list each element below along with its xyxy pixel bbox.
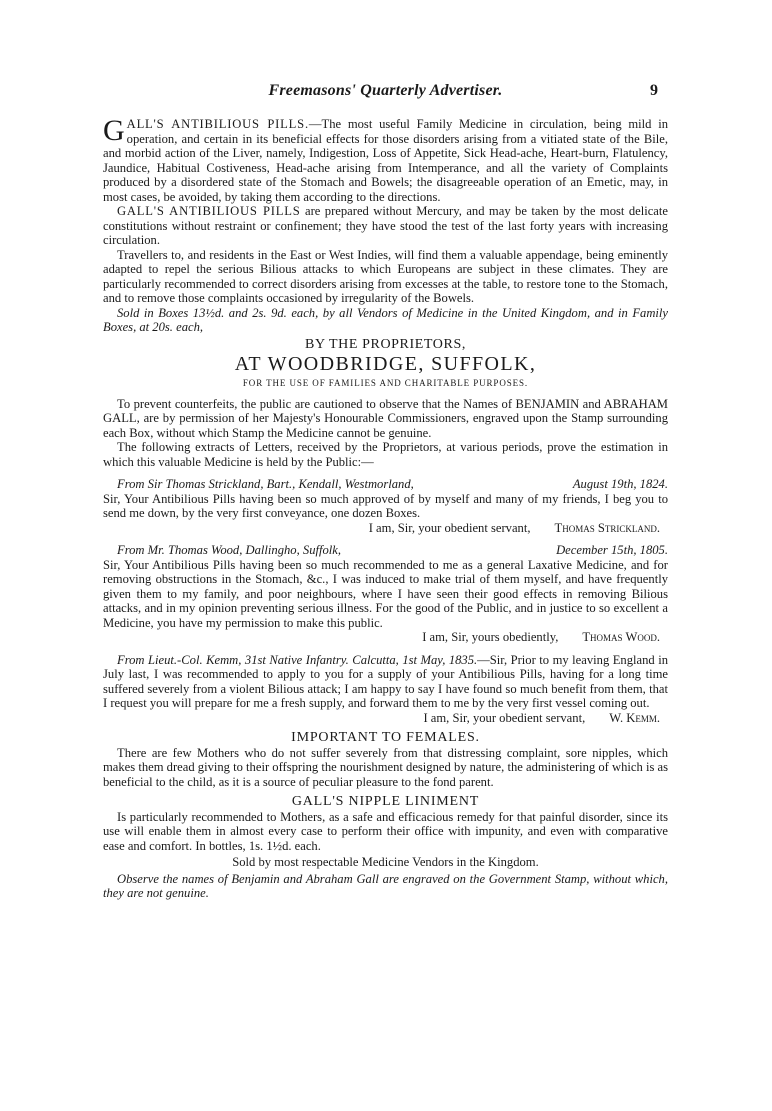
running-header [103,84,668,108]
liniment-heading: GALL'S NIPPLE LINIMENT [291,794,480,809]
intro-text: —The most useful Family Medicine in circulation, being mild in operation, and certain in its beneficial effects for those disorders arising from a vitiated state of the Bile, and morbid action of the Liver, namely, Indigestion, Loss of Appetite, Sick Head-ache, Heart-burn, Flatulency, Jaundice, Habitual Costiveness, Head-ache arising from Intemperance, and all the variety of Complaints produced by a disordered state of the Stomach and Bowels; the disagreeable operation of an Emetic, may, in most cases, be avoided, by taking them according to the directions. [103,117,668,204]
females-heading: IMPORTANT TO FEMALES. [291,730,480,745]
families-subheading: FOR THE USE OF FAMILIES AND CHARITABLE PURPOSES. [242,378,529,388]
letter-body [103,653,668,711]
travellers-paragraph: Travellers to, and residents in the East or West Indies, will find them a valuable appendage, being eminently adapted to repel the serious Bilious attacks to which Europeans are subject in these climates. They are particularly recommended to correct disorders arising from excesses at the table, to restore tone to the Stomach, and to remove those complaints occasioned by irregularity of the Bowels. [103,247,668,305]
letter-closing: I am, Sir, your obedient servant, [423,710,586,725]
counterfeits-paragraph: To prevent counterfeits, the public are cautioned to observe that the Names of BENJAMIN and ABRAHAM GALL, are by permission of her Majesty's Honourable Commissioners, engraved upon the Stamp surrounding each Box, without which Stamp the Medicine cannot be genuine. [103,396,668,440]
letter-signature-line [103,630,668,645]
page-number: 9 [650,82,658,99]
letter-signature-line [103,711,668,726]
letter-signature-line [103,521,668,536]
letter-heading [103,543,668,558]
letter-from: From Sir Thomas Strickland, Bart., Kendall, Westmorland, [117,477,414,491]
intro-paragraph [103,114,668,204]
letter-signature: Thomas Wood. [582,630,660,644]
advertisement-page [103,84,668,901]
letter-closing: I am, Sir, yours obediently, [422,630,559,644]
mercury-text: are prepared without Mercury, and may be taken by the most delicate constitutions without restraint or confinement; they have stood the test of the last forty years with increasing circulation. [103,204,668,247]
mercury-lead: GALL'S ANTIBILIOUS PILLS [117,204,301,218]
letter-closing: I am, Sir, your obedient servant, [368,520,531,535]
letter-from: From Mr. Thomas Wood, Dallingho, Suffolk, [117,543,342,557]
running-title: Freemasons' Quarterly Advertiser. [268,82,503,99]
letter-strickland [103,477,668,535]
drop-cap: G [103,114,125,147]
liniment-paragraph: Is particularly recommended to Mothers, as a safe and efficacious remedy for that painful disorder, since its use will enable them in almost every case to perform their office with impunity, and even with comparative ease and comfort. In bottles, 1s. 1½d. each. [103,809,668,853]
observe-note: Observe the names of Benjamin and Abraham Gall are engraved on the Government Stamp, without which, they are not genuine. [103,871,668,900]
letter-body: Sir, Your Antibilious Pills having been so much recommended to me as a general Laxative Medicine, and for removing obstructions in the Stomach, &c., I was induced to make trial of them myself, and have frequently given them to my family, and poor neighbours, where I have seen their good effects in removing Bilious attacks, and in my opinion preventing serious illness. For the good of the Public, and in justice to so excellent a Medicine, you have my permission to make this public. [103,557,668,630]
intro-lead: ALL'S ANTIBILIOUS PILLS. [126,117,309,131]
extracts-intro: The following extracts of Letters, received by the Proprietors, at various periods, prove the estimation in which this valuable Medicine is held by the Public:— [103,440,668,469]
letter-signature: Thomas Strickland. [554,520,660,535]
letter-date: August 19th, 1824. [572,477,668,491]
mercury-paragraph [103,204,668,248]
letter-signature: W. Kemm. [609,710,660,725]
letter-body: Sir, Your Antibilious Pills having been so much approved of by myself and many of my friends, I beg you to send me down, by the very first conveyance, one dozen Boxes. [103,491,668,520]
liniment-sold-line: Sold by most respectable Medicine Vendors in the Kingdom. [232,855,539,869]
letter-date: December 15th, 1805. [556,543,668,557]
letter-heading [103,477,668,492]
letter-kemm [103,653,668,726]
by-proprietors-heading: BY THE PROPRIETORS, [305,336,466,352]
woodbridge-heading: AT WOODBRIDGE, SUFFOLK, [234,353,537,375]
females-paragraph: There are few Mothers who do not suffer severely from that distressing complaint, sore nipples, which makes them dread giving to their offspring the nourishment designed by nature, the administering of which is as beneficial to the child, as it is a source of peculiar pleasure to the fond parent. [103,745,668,789]
letter-from: From Lieut.-Col. Kemm, 31st Native Infantry. Calcutta, 1st May, 1835. [117,652,478,667]
sold-in-boxes: Sold in Boxes 13½d. and 2s. 9d. each, by all Vendors of Medicine in the United Kingdom, and in Family Boxes, at 20s. each, [103,305,668,334]
letter-wood [103,543,668,645]
letter-body-text: —Sir, Prior to my leaving England in July last, I was recommended to apply to you for a supply of your Antibilious Pills, having for a long time suffered severely from a violent Bilious attack; I am happy to say I have found so much benefit from them, that I request you will prepare for me a fresh supply, and forward them to me by the very first vessel coming out. [103,652,668,710]
